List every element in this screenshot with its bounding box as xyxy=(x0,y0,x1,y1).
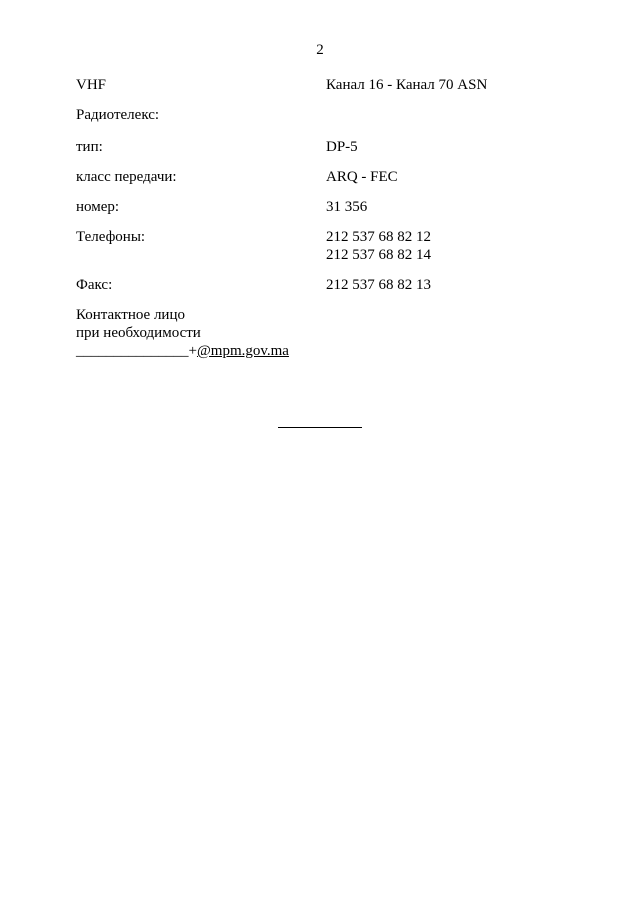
row-value-line: 212 537 68 82 13 xyxy=(326,277,431,293)
row-value xyxy=(326,168,398,186)
row-value-line: 212 537 68 82 12 xyxy=(326,229,431,245)
email-plus: + xyxy=(188,343,197,359)
row-value xyxy=(326,138,358,156)
row-label: VHF xyxy=(76,77,107,93)
row-value xyxy=(326,276,431,294)
row-label: тип: xyxy=(76,139,103,155)
contact-block xyxy=(76,306,289,360)
row-value-line: ARQ - FEC xyxy=(326,169,398,185)
end-divider xyxy=(278,427,362,428)
row-label: Радиотелекс: xyxy=(76,107,160,123)
row-label: класс передачи: xyxy=(76,169,177,185)
row-value-line: Канал 16 - Канал 70 ASN xyxy=(326,77,488,93)
row-label: номер: xyxy=(76,199,120,215)
contact-email xyxy=(76,342,289,360)
row-value-line: 212 537 68 82 14 xyxy=(326,247,431,263)
contact-line-2: при необходимости xyxy=(76,325,201,341)
row-label: Факс: xyxy=(76,277,113,293)
row-value xyxy=(326,76,487,94)
row-label: Телефоны: xyxy=(76,229,146,245)
row-value xyxy=(326,198,367,216)
row-value-line: 31 356 xyxy=(326,199,368,215)
email-domain-link[interactable]: @mpm.gov.ma xyxy=(196,343,289,359)
email-blank: _______________ xyxy=(76,343,189,359)
row-value-line: DP-5 xyxy=(326,139,358,155)
row-value xyxy=(326,228,431,264)
page-number: 2 xyxy=(316,42,324,58)
contact-line-1: Контактное лицо xyxy=(76,307,185,323)
